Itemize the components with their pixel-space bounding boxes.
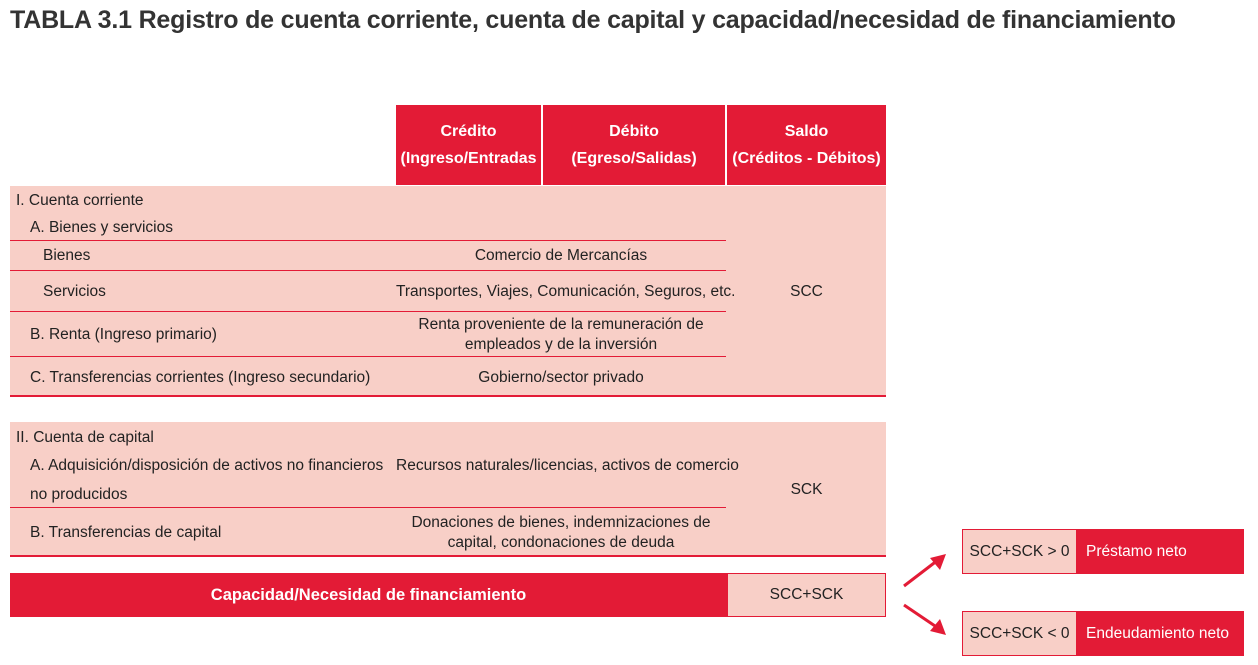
- header-saldo-line2: (Créditos - Débitos): [732, 150, 881, 167]
- arrow-down-right-icon: [904, 605, 946, 635]
- header-saldo: [727, 105, 886, 185]
- outcome-negative-result: Endeudamiento neto: [1076, 612, 1243, 655]
- renta-label: B. Renta (Ingreso primario): [30, 326, 217, 343]
- transferencias-capital-desc-line2: capital, condonaciones de deuda: [447, 534, 675, 551]
- adquisicion-label-line1: A. Adquisición/disposición de activos no financieros: [30, 457, 384, 474]
- saldo-scc: SCC: [790, 283, 823, 300]
- servicios-desc: Transportes, Viajes, Comunicación, Seguros, etc.: [396, 283, 736, 300]
- row-divider: [10, 240, 726, 241]
- outcome-arrows: [900, 550, 956, 640]
- transferencias-capital-desc: [396, 513, 726, 553]
- bienes-label: Bienes: [43, 247, 91, 264]
- header-saldo-line1: Saldo: [784, 123, 829, 140]
- financiamiento-value-box: [727, 573, 886, 617]
- header-debito-line1: Débito: [609, 123, 659, 140]
- financiamiento-bar: [10, 573, 727, 617]
- page-title: TABLA 3.1 Registro de cuenta corriente, cuenta de capital y capacidad/necesidad de financiamiento: [10, 6, 1176, 34]
- transferencias-corrientes-label: C. Transferencias corrientes (Ingreso secundario): [30, 369, 371, 386]
- outcome-negative: [962, 611, 1244, 656]
- header-debito-line2: (Egreso/Salidas): [571, 150, 697, 167]
- outcome-negative-condition: SCC+SCK < 0: [963, 612, 1076, 655]
- row-divider: [10, 270, 726, 271]
- arrow-up-right-icon: [904, 554, 946, 586]
- row-divider: [10, 356, 726, 357]
- adquisicion-desc: Recursos naturales/licencias, activos de comercio: [396, 457, 739, 474]
- header-credito-line2: (Ingreso/Entradas: [400, 150, 537, 167]
- cuenta-capital-bottom-rule: [10, 555, 886, 557]
- transferencias-corrientes-desc: Gobierno/sector privado: [478, 369, 644, 386]
- header-credito-line1: Crédito: [440, 123, 497, 140]
- renta-desc-line2: empleados y de la inversión: [464, 336, 658, 353]
- outcome-positive: [962, 529, 1244, 574]
- row-divider: [10, 507, 726, 508]
- transferencias-capital-desc-line1: Donaciones de bienes, indemnizaciones de: [411, 514, 711, 531]
- servicios-label: Servicios: [43, 283, 106, 300]
- cuenta-corriente-bottom-rule: [10, 395, 886, 397]
- outcome-positive-condition: SCC+SCK > 0: [963, 530, 1076, 573]
- row-divider: [10, 311, 726, 312]
- financiamiento-label: Capacidad/Necesidad de financiamiento: [210, 585, 527, 604]
- renta-desc: [396, 315, 726, 355]
- header-credito: [396, 105, 541, 185]
- saldo-sck: SCK: [790, 481, 823, 498]
- header-debito: [543, 105, 725, 185]
- bienes-servicios-heading: A. Bienes y servicios: [30, 219, 173, 236]
- outcome-positive-result: Préstamo neto: [1076, 530, 1243, 573]
- renta-desc-line1: Renta proveniente de la remuneración de: [418, 316, 704, 333]
- transferencias-capital-label: B. Transferencias de capital: [30, 524, 222, 541]
- bienes-desc: Comercio de Mercancías: [474, 247, 648, 264]
- cuenta-corriente-heading: I. Cuenta corriente: [16, 192, 144, 209]
- adquisicion-label-line2: no producidos: [30, 486, 128, 503]
- cuenta-capital-heading: II. Cuenta de capital: [16, 429, 154, 446]
- financiamiento-value: SCC+SCK: [769, 586, 844, 603]
